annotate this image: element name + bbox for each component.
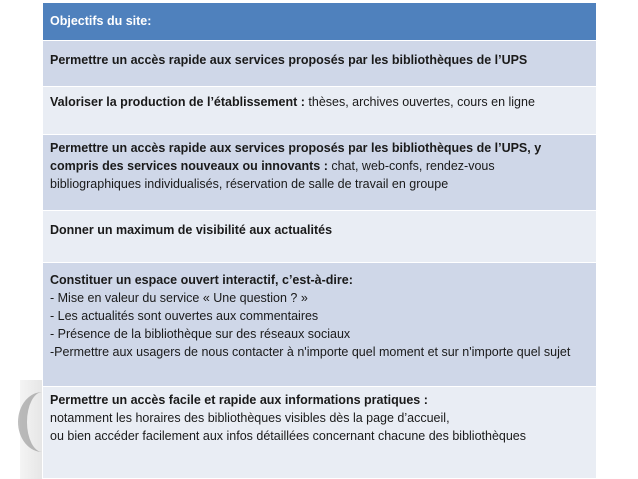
table-row	[43, 387, 596, 479]
row-bold-text: Permettre un accès rapide aux services proposés par les bibliothèques de l’UPS	[50, 53, 528, 67]
row-bold-text: Constituer un espace ouvert interactif, c’est-à-dire:	[50, 273, 353, 287]
row-text: thèses, archives ouvertes, cours en ligne	[304, 95, 535, 109]
table-header: Objectifs du site:	[43, 3, 596, 41]
table-row	[43, 87, 596, 135]
list-item: - Les actualités sont ouvertes aux commentaires	[50, 309, 319, 323]
row-bold-text: Valoriser la production de l’établissement :	[50, 95, 305, 109]
table-row	[43, 135, 596, 211]
list-item: -Permettre aux usagers de nous contacter à n'importe quel moment et sur n'importe quel sujet	[50, 345, 571, 359]
row-bold-text: Permettre un accès rapide aux services proposés par les bibliothèques de l’UPS, y compris des services nouveaux ou innovants :	[50, 141, 542, 173]
table-row	[43, 263, 596, 387]
list-item: - Mise en valeur du service « Une question ? »	[50, 291, 308, 305]
row-bold-text: Permettre un accès facile et rapide aux informations pratiques :	[50, 393, 428, 407]
table-row	[43, 41, 596, 87]
row-text: chat, web-confs, rendez-vous bibliographiques individualisés, réservation de salle de travail en groupe	[50, 159, 495, 191]
row-bold-text: Donner un maximum de visibilité aux actualités	[50, 223, 333, 237]
list-item: ou bien accéder facilement aux infos détaillées concernant chacune des bibliothèques	[50, 429, 527, 443]
objectives-table	[42, 2, 597, 479]
list-item: notamment les horaires des bibliothèques visibles dès la page d’accueil,	[50, 411, 450, 425]
table-row	[43, 211, 596, 263]
list-item: - Présence de la bibliothèque sur des réseaux sociaux	[50, 327, 351, 341]
